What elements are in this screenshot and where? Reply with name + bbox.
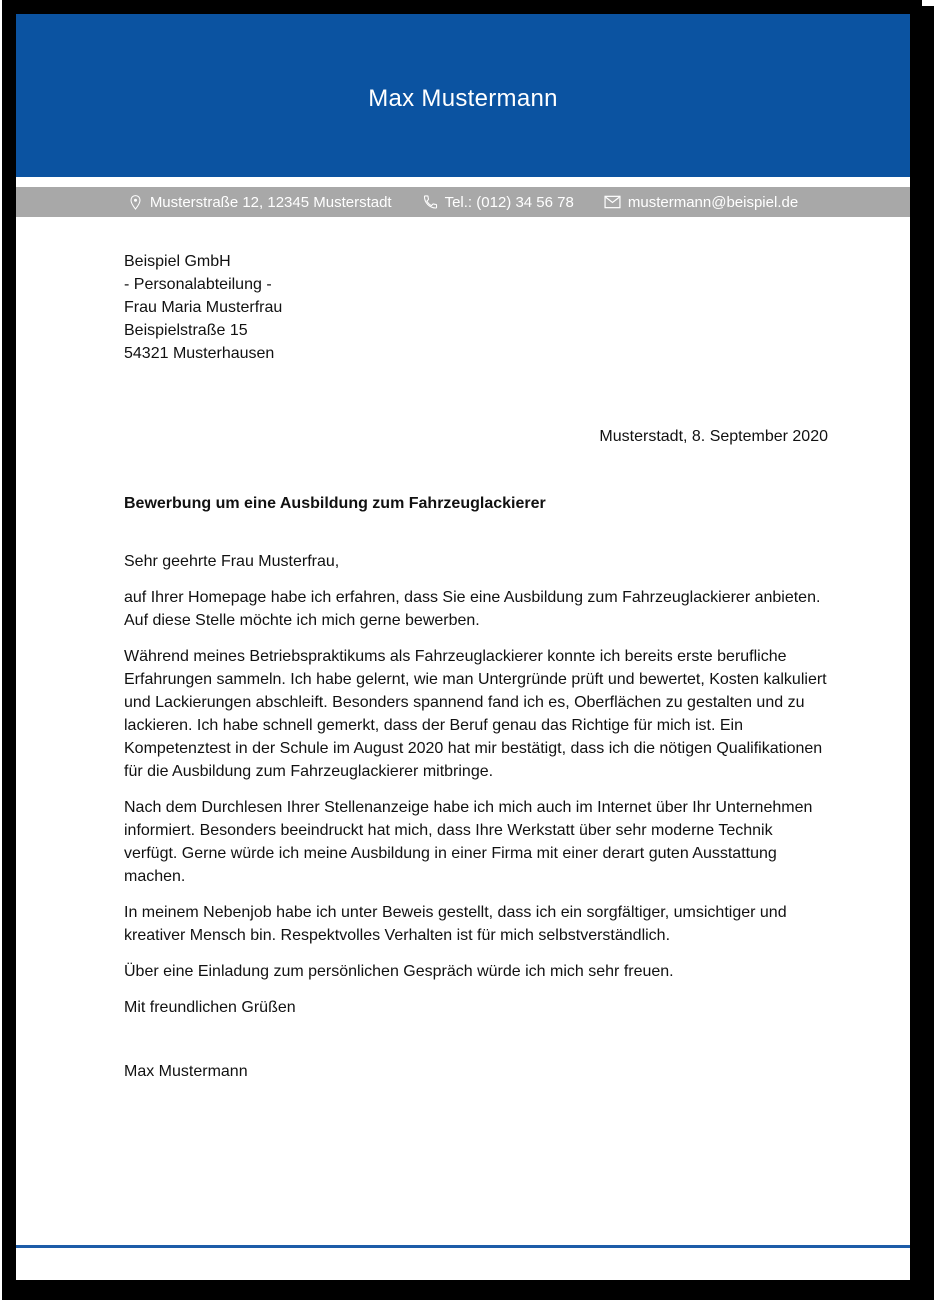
signature-name: Max Mustermann [124,1063,248,1080]
mail-icon [604,195,621,209]
location-pin-icon [128,194,143,211]
sender-name-title: Max Mustermann [368,84,558,112]
recipient-line: Beispiel GmbH [124,253,231,270]
recipient-line: Frau Maria Musterfrau [124,299,283,316]
closing-formula: Mit freundlichen Grüßen [124,999,296,1016]
contact-address [128,194,392,211]
phone-icon [422,194,438,210]
body-paragraph: auf Ihrer Homepage habe ich erfahren, dass Sie eine Ausbildung zum Fahrzeuglackierer anbieten. Auf diese Stelle möchte ich mich gerne bewerben. [124,589,821,629]
contact-bar [16,187,910,217]
contact-email-text: mustermann@beispiel.de [627,193,799,211]
contact-email [604,194,798,211]
recipient-line: 54321 Musterhausen [124,345,275,362]
subject-line: Bewerbung um eine Ausbildung zum Fahrzeuglackierer [124,495,546,512]
recipient-block [124,250,830,365]
body-paragraph: In meinem Nebenjob habe ich unter Beweis gestellt, dass ich ein sorgfältiger, umsichtiger und kreativer Mensch bin. Respektvolles Verhalten ist für mich selbstverständlich. [124,904,787,944]
shadow-notch [922,0,936,6]
contact-phone-text: Tel.: (012) 34 56 78 [444,193,574,211]
letter-content [16,250,830,1083]
header-banner [16,14,910,177]
contact-address-text: Musterstraße 12, 12345 Musterstadt [149,193,392,211]
salutation: Sehr geehrte Frau Musterfrau, [124,553,340,570]
letter-page [16,14,910,1280]
recipient-line: Beispielstraße 15 [124,322,248,339]
body-paragraph: Nach dem Durchlesen Ihrer Stellenanzeige habe ich mich auch im Internet über Ihr Unternehmen informiert. Besonders beeindruckt hat mich, dass Ihre Werkstatt über sehr moderne Technik verfügt. Gerne würde ich meine Ausbildung in einer Firma mit einer derart guten Ausstattung machen. [124,799,813,885]
header-gap [16,177,910,187]
body-paragraph: Während meines Betriebspraktikums als Fahrzeuglackierer konnte ich bereits erste berufliche Erfahrungen sammeln. Ich habe gelernt, wie man Untergründe prüft und bewertet, Kosten kalkuliert und Lackierungen abschleift. Besonders spannend fand ich es, Oberflächen zu gestalten und zu lackieren. Ich habe schnell gemerkt, dass der Beruf genau das Richtige für mich ist. Ein Kompetenztest in der Schule im August 2020 hat mir bestätigt, dass ich die nötigen Qualifikationen für die Ausbildung zum Fahrzeuglackierer mitbringe. [124,648,827,780]
footer-rule [16,1245,910,1248]
date-line: Musterstadt, 8. September 2020 [599,428,828,445]
contact-phone [422,194,574,211]
body-paragraph: Über eine Einladung zum persönlichen Gespräch würde ich mich sehr freuen. [124,963,674,980]
recipient-line: - Personalabteilung - [124,276,272,293]
